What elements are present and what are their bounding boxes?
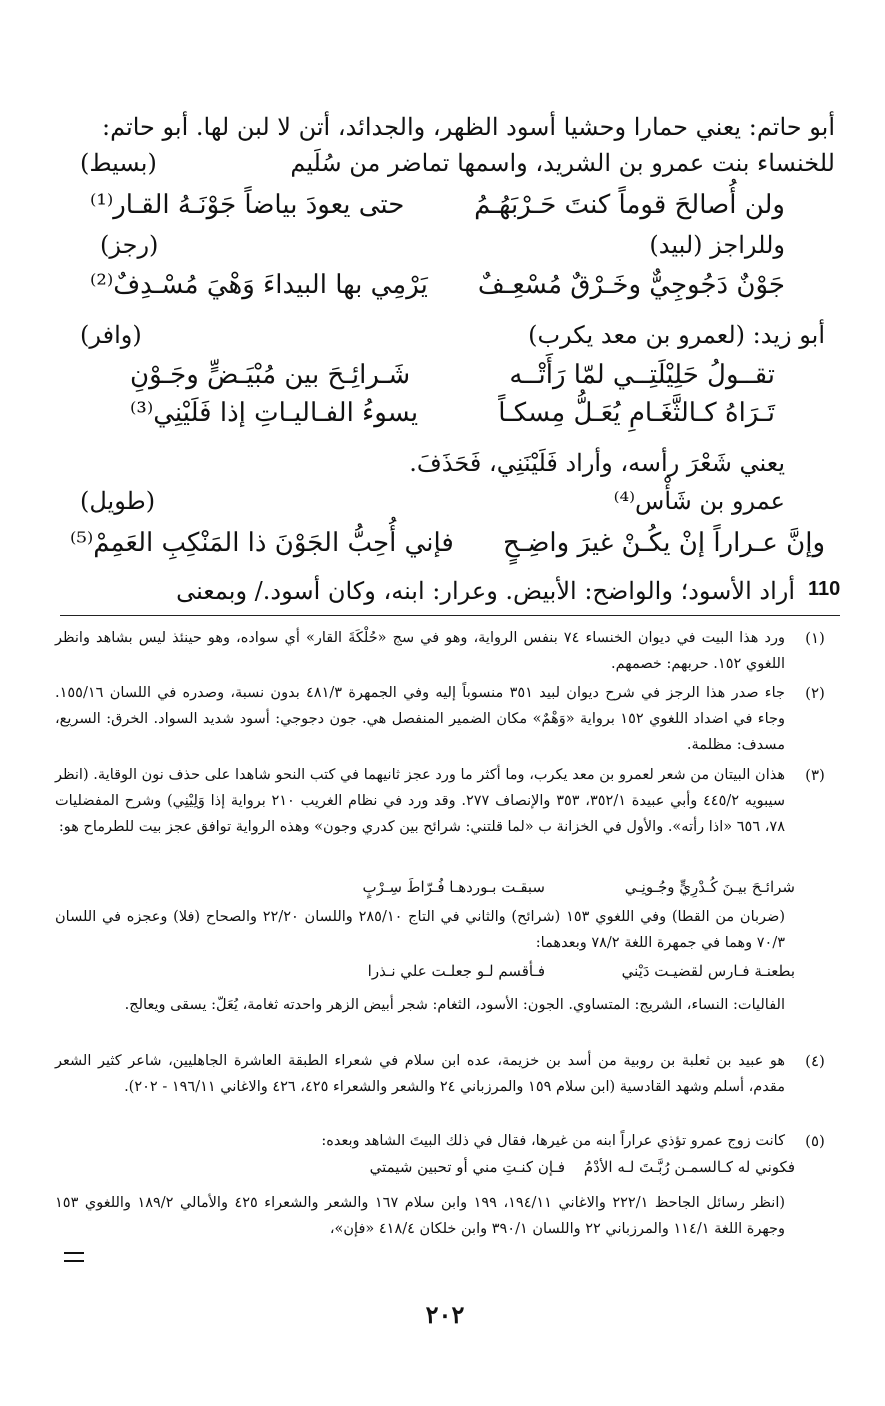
text-line-2: للخنساء بنت عمرو بن الشريد، واسمها تماضر من سُلَيم xyxy=(290,149,835,177)
footnote-divider xyxy=(60,615,840,616)
verse-3-second-hemistich: شَـرائِـحَ بين مُبْيَـضٍّ وجَـوْنِ xyxy=(130,360,411,390)
footnote-3-verse-1-first: سبقـت بـوردهـا فُـرّاطَ سِـرْبٍ xyxy=(362,878,545,896)
verse-4-second-hemistich: يسوءُ الفـاليـاتِ إذا فَلَيْنِي⁽³⁾ xyxy=(130,398,419,428)
footnote-3: هذان البيتان من شعر لعمرو بن معد يكرب، وما أكثر ما ورد عجز ثانيهما في كتب النحو شاهدا على حذف نون الوقاية. (انظر سيبويه ٤٤٥/٢ وأبي عبيدة ٣٥٢/١، ٣٥٣ والإنصاف ٢٧٧. وقد ورد في نظام الغريب ٢١٠ برواية إذا وَلِيْنِي) وشرح المفضليات ٧٨، ٦٥٦ «اذا رأته». والأول في الخزانة ب «لما قلتني: شرائح بين كدري وجون» وهذه الرواية توافق عجز بيت للطرماح هو: xyxy=(55,767,785,835)
footnote-2: جاء صدر هذا الرجز في شرح ديوان لبيد ٣٥١ منسوباً إليه وفي الجمهرة ٤٨١/٣ بدون نسبة، وصدره في اللسان ١٥٥/١٦. وجاء في اضداد اللغوي ١٥٢ برواية «وَهْمٌ» مكان الضمير المنفصل هي. جون دجوجي: أسود شديد السواد. الخرق: السريع، مسدف: مظلمة. xyxy=(55,685,785,753)
meter-label-rajaz: (رجز) xyxy=(100,231,159,259)
footnote-number-5: (٥) xyxy=(805,1132,825,1150)
verse-1-second-hemistich: حتى يعودَ بياضاً جَوْنَـهُ القـار⁽¹⁾ xyxy=(90,190,405,220)
meter-label-basit: (بسيط) xyxy=(80,149,157,177)
footnote-3-glossary: الفاليات: النساء، الشريج: المتساوي. الجون: الأسود، الثغام: شجر أبيض الزهر واحدته ثغامة، يُعَلّ: يسقى ويعالج. xyxy=(124,997,785,1013)
verse-5-first-hemistich: وإنَّ عـراراً إنْ يكُـنْ غيرَ واضِـحٍ xyxy=(502,528,825,558)
text-line-3: وللراجز (لبيد) xyxy=(649,231,785,259)
footnote-number-2: (٢) xyxy=(805,684,825,702)
footnote-1: ورد هذا البيت في ديوان الخنساء ٧٤ بنفس الرواية، وهو في سج «حُلْكَةَ القار» أي سواده، وهو حينئذ ليس بشاهد وانظر اللغوي ١٥٢. حربهم: خصمهم. xyxy=(55,630,785,672)
footnote-5: كانت زوج عمرو تؤذي عراراً ابنه من غيرها، فقال في ذلك البيتَ الشاهد وبعده: xyxy=(321,1133,785,1149)
verse-5-second-hemistich: فإني أُحِبُّ الجَوْنَ ذا المَنْكِبِ العَمِمْ⁽⁵⁾ xyxy=(70,528,454,558)
text-line-1: أبو حاتم: يعني حمارا وحشيا أسود الظهر، والجدائد، أتن لا لبن لها. أبو حاتم: xyxy=(102,113,835,141)
continuation-mark xyxy=(64,1252,84,1262)
footnote-5-verse-second: فكوني له كـالسمـن رُبَّـتَ لـه الأدْمُ xyxy=(583,1158,795,1176)
footnote-3-verse-2-second: بطعنـة فـارس لقضيـت دَيْني xyxy=(621,962,795,980)
text-line-5: يعني شَعْرَ رأسه، وأراد فَلَيْنَنِي، فَحَذَفَ. xyxy=(409,449,785,477)
meter-label-wafir: (وافر) xyxy=(80,321,142,349)
page-number: ٢٠٢ xyxy=(425,1300,465,1329)
verse-1-first-hemistich: ولن أُصالحَ قوماً كنتَ حَـرْبَهُـمُ xyxy=(474,190,785,220)
footnote-3-verse-1-second: شرائـحَ بيـنَ كُـدْرِيٍّ وجُـونِـي xyxy=(624,878,795,896)
footnote-number-4: (٤) xyxy=(805,1052,825,1070)
footnote-5-verse-first: فـإن كنـتِ مني أو تحبين شيمتي xyxy=(369,1158,565,1176)
meter-label-tawil: (طويل) xyxy=(80,487,156,515)
verse-2-second-hemistich: يَرْمِي بها البيداءَ وَهْيَ مُسْـدِفٌ⁽²⁾ xyxy=(90,270,428,300)
footnote-4: هو عبيد بن ثعلبة بن روبية من أسد بن خزيمة، عده ابن سلام في شعراء الطبقة العاشرة الجاهليين، شاعر كثير الشعر مقدم، أسلم وشهد القادسية (ابن سلام ١٥٩ والمرزباني ٢٤ والشعر والشعراء ٤٢٥، ٤٢٦ والاغاني ١٩٦/١١ - ٢٠٢). xyxy=(55,1053,785,1095)
verse-3-first-hemistich: تقــولُ حَلِيْلَتِــي لمّا رَأَتْــه xyxy=(509,360,775,390)
footnote-3-continued: (ضربان من القطا) وفي اللغوي ١٥٣ (شرائح) والثاني في التاج ٢٨٥/١٠ واللسان ٢٢/٢٠ والصحاح (فلا) وعجزه في اللسان ٧٠/٣ وهما في جمهرة اللغة ٧٨/٢ وبعدهما: xyxy=(55,909,786,951)
footnote-number-1: (١) xyxy=(805,629,825,647)
text-line-7: أراد الأسود؛ والواضح: الأبيض. وعرار: ابنه، وكان أسود./ وبمعنى xyxy=(176,577,795,605)
text-line-4: أبو زيد: (لعمرو بن معد يكرب) xyxy=(528,321,825,349)
margin-number: 110 xyxy=(808,578,841,600)
footnote-5-references: (انظر رسائل الجاحظ ٢٢٢/١ والاغاني ١٩٤/١١، ١٩٩ وابن سلام ١٦٧ والشعر والشعراء ٤٢٥ والأمالي ١٨٩/٢ واللغوي ١٥٣ وجهرة اللغة ١١٤/١ والمرزباني ٢٢ واللسان ٣٩٠/١ وابن خلكان ٤١٨/٤ «فإن»، xyxy=(55,1195,786,1237)
text-line-6: عمرو بن شَأْس⁽⁴⁾ xyxy=(613,487,785,515)
footnote-3-verse-2-first: فـأقسم لـو جعلـت علي نـذرا xyxy=(367,962,545,980)
footnote-number-3: (٣) xyxy=(805,766,825,784)
verse-4-first-hemistich: تَـرَاهُ كـالثَّغَـامِ يُعَـلُّ مِسكـاً xyxy=(498,398,775,428)
verse-2-first-hemistich: جَوْنٌ دَجُوجِيٌّ وخَـرْقٌ مُسْعِـفٌ xyxy=(477,270,785,300)
